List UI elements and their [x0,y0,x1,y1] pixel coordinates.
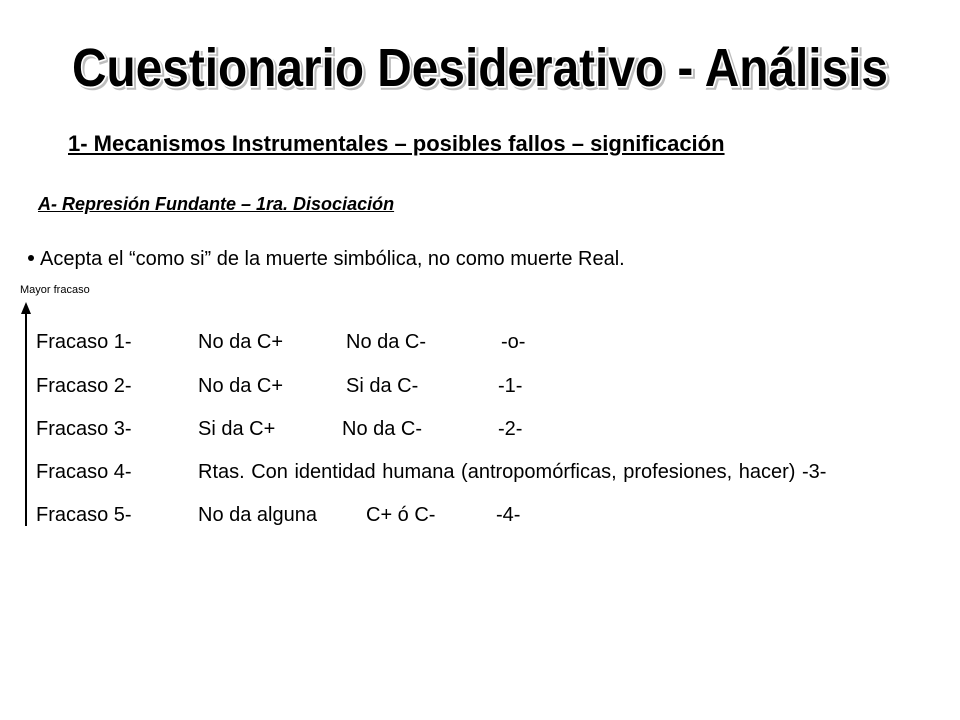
row-label: Fracaso 1- [36,331,132,353]
row-score: -2- [498,418,523,440]
row-col-a: No da C+ [198,331,284,353]
row-col-b: No da C- [346,331,427,353]
up-arrow-icon [18,300,34,530]
row-score: -1- [498,375,523,397]
row-col-a: No da alguna [198,504,317,526]
row-col-b: C+ ó C- [366,504,436,526]
row-col-a: No da C+ [198,375,284,397]
bullet-item [28,248,625,271]
bullet-text: Acepta el “como si” de la muerte simbólica, no como muerte Real. [40,248,625,270]
row-score: -4- [496,504,521,526]
page-title: Cuestionario Desiderativo - Análisis [72,38,888,98]
bullet-dot-icon [28,255,34,261]
title-wordart [40,18,920,108]
row-label: Fracaso 4- [36,461,132,483]
subtitle: 1- Mecanismos Instrumentales – posibles fallos – significación [68,131,725,156]
row-score: -o- [501,331,526,353]
section-heading: A- Represión Fundante – 1ra. Disociación [38,194,395,214]
row-label: Fracaso 2- [36,375,132,397]
axis-label: Mayor fracaso [20,284,90,296]
row-col-b: Si da C- [346,375,419,397]
row-label: Fracaso 5- [36,504,132,526]
row-label: Fracaso 3- [36,418,132,440]
row-col-a: Rtas. Con identidad humana (antropomórficas, profesiones, hacer) -3- [198,461,827,483]
row-col-a: Si da C+ [198,418,276,440]
row-col-b: No da C- [342,418,423,440]
